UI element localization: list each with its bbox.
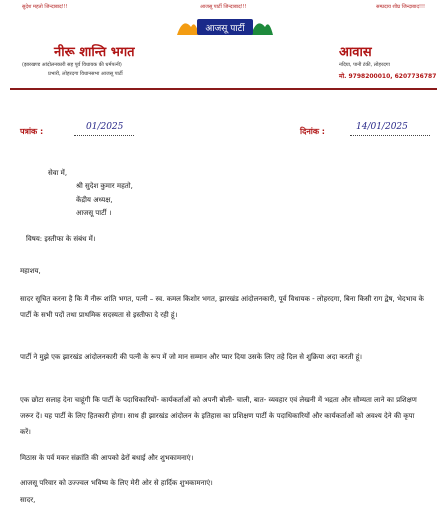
recipient-org: आजसू पार्टी । <box>76 209 112 217</box>
salutation: सेवा में, <box>48 169 68 177</box>
logo-flame-left <box>177 23 199 35</box>
paragraph-3: एक छोटा सलाह देना चाहूंगी कि पार्टी के पदाधिकारियों- कार्यकर्ताओं को अपनी बोली- चाली, बात- व्यवहार एवं लेखनी में भद्रता और सौम्यता लाने का प्रशिक्षण जरूर दें। यह पार्टी के लिए हितकारी होगा। साथ ही झारखंड आंदोलन के इतिहास का प्रशिक्षण पार्टी के पदाधिकारियों और कार्यकर्ताओं को अवश्य देने की कृपा करें। <box>20 396 417 436</box>
recipient-title: केंद्रीय अध्यक्ष, <box>76 196 113 204</box>
recipient-name: श्री सुदेश कुमार महतो, <box>76 182 133 190</box>
paragraph-5: आजसू परिवार को उज्ज्वल भविष्य के लिए मेरी ओर से हार्दिक शुभकामनाएं। <box>20 479 213 487</box>
party-logo <box>175 15 275 39</box>
logo-text: आजसू पार्टी <box>205 24 245 34</box>
greeting: महाशय, <box>20 267 41 275</box>
logo-flame-right <box>251 23 273 35</box>
slogan-right: सम्प्रदाय शीघ्र जिन्दाबाद!!! <box>376 4 425 10</box>
closing: सादर, <box>20 496 36 504</box>
paragraph-1: सादर सूचित करना है कि मैं नीरू शांति भगत, पत्नी – स्व. कमल किशोर भगत, झारखंड आंदोलनकारी, पूर्व विधायक - लोहरदगा, बिना किसी राग द्वेष, भेदभाव के पार्टी के सभी पदों तथा प्राथमिक सदस्यता से इस्तीफा दे रही हूं। <box>20 295 424 319</box>
date-line <box>350 135 430 136</box>
paragraph-2: पार्टी ने मुझे एक झारखंड आंदोलनकारी की पत्नी के रूप में जो मान सम्मान और प्यार दिया उसके लिए तहे दिल से शुक्रिया अदा करती हूं। <box>20 353 363 361</box>
date-label: दिनांक : <box>300 127 325 136</box>
ref-label: पत्रांक : <box>20 127 44 136</box>
date-value: 14/01/2025 <box>356 122 408 132</box>
address-line: नदिया, पानी टंकी, लोहरदगा <box>339 62 390 68</box>
phone-numbers: मो. 9798200010, 6207736787 <box>339 73 437 80</box>
ref-line <box>74 135 134 136</box>
letterhead-name: नीरू शान्ति भगत <box>54 45 135 60</box>
party-logo-graphic <box>175 15 275 39</box>
slogan-center: आजसू पार्टी जिन्दाबाद!!! <box>200 4 247 10</box>
slogan-left: सुदेश महतो जिन्दाबाद!!! <box>22 4 68 10</box>
subject-line: विषय: इस्तीफा के संबंध में। <box>26 235 96 243</box>
address-title: आवास <box>339 45 372 60</box>
letterhead-designation: प्रभारी, लोहरदगा विधानसभा आजसू पार्टी <box>48 71 123 77</box>
paragraph-4: मिठास के पर्व मकर संक्रांति की आपको ढेरों बधाई और शुभकामनाएं। <box>20 454 194 462</box>
letterhead-subtitle: (झारखण्ड आंदोलनकारी सह पूर्व विधायक की धर्मपत्नी) <box>22 62 122 68</box>
header-divider <box>10 88 437 90</box>
ref-number: 01/2025 <box>86 122 124 132</box>
